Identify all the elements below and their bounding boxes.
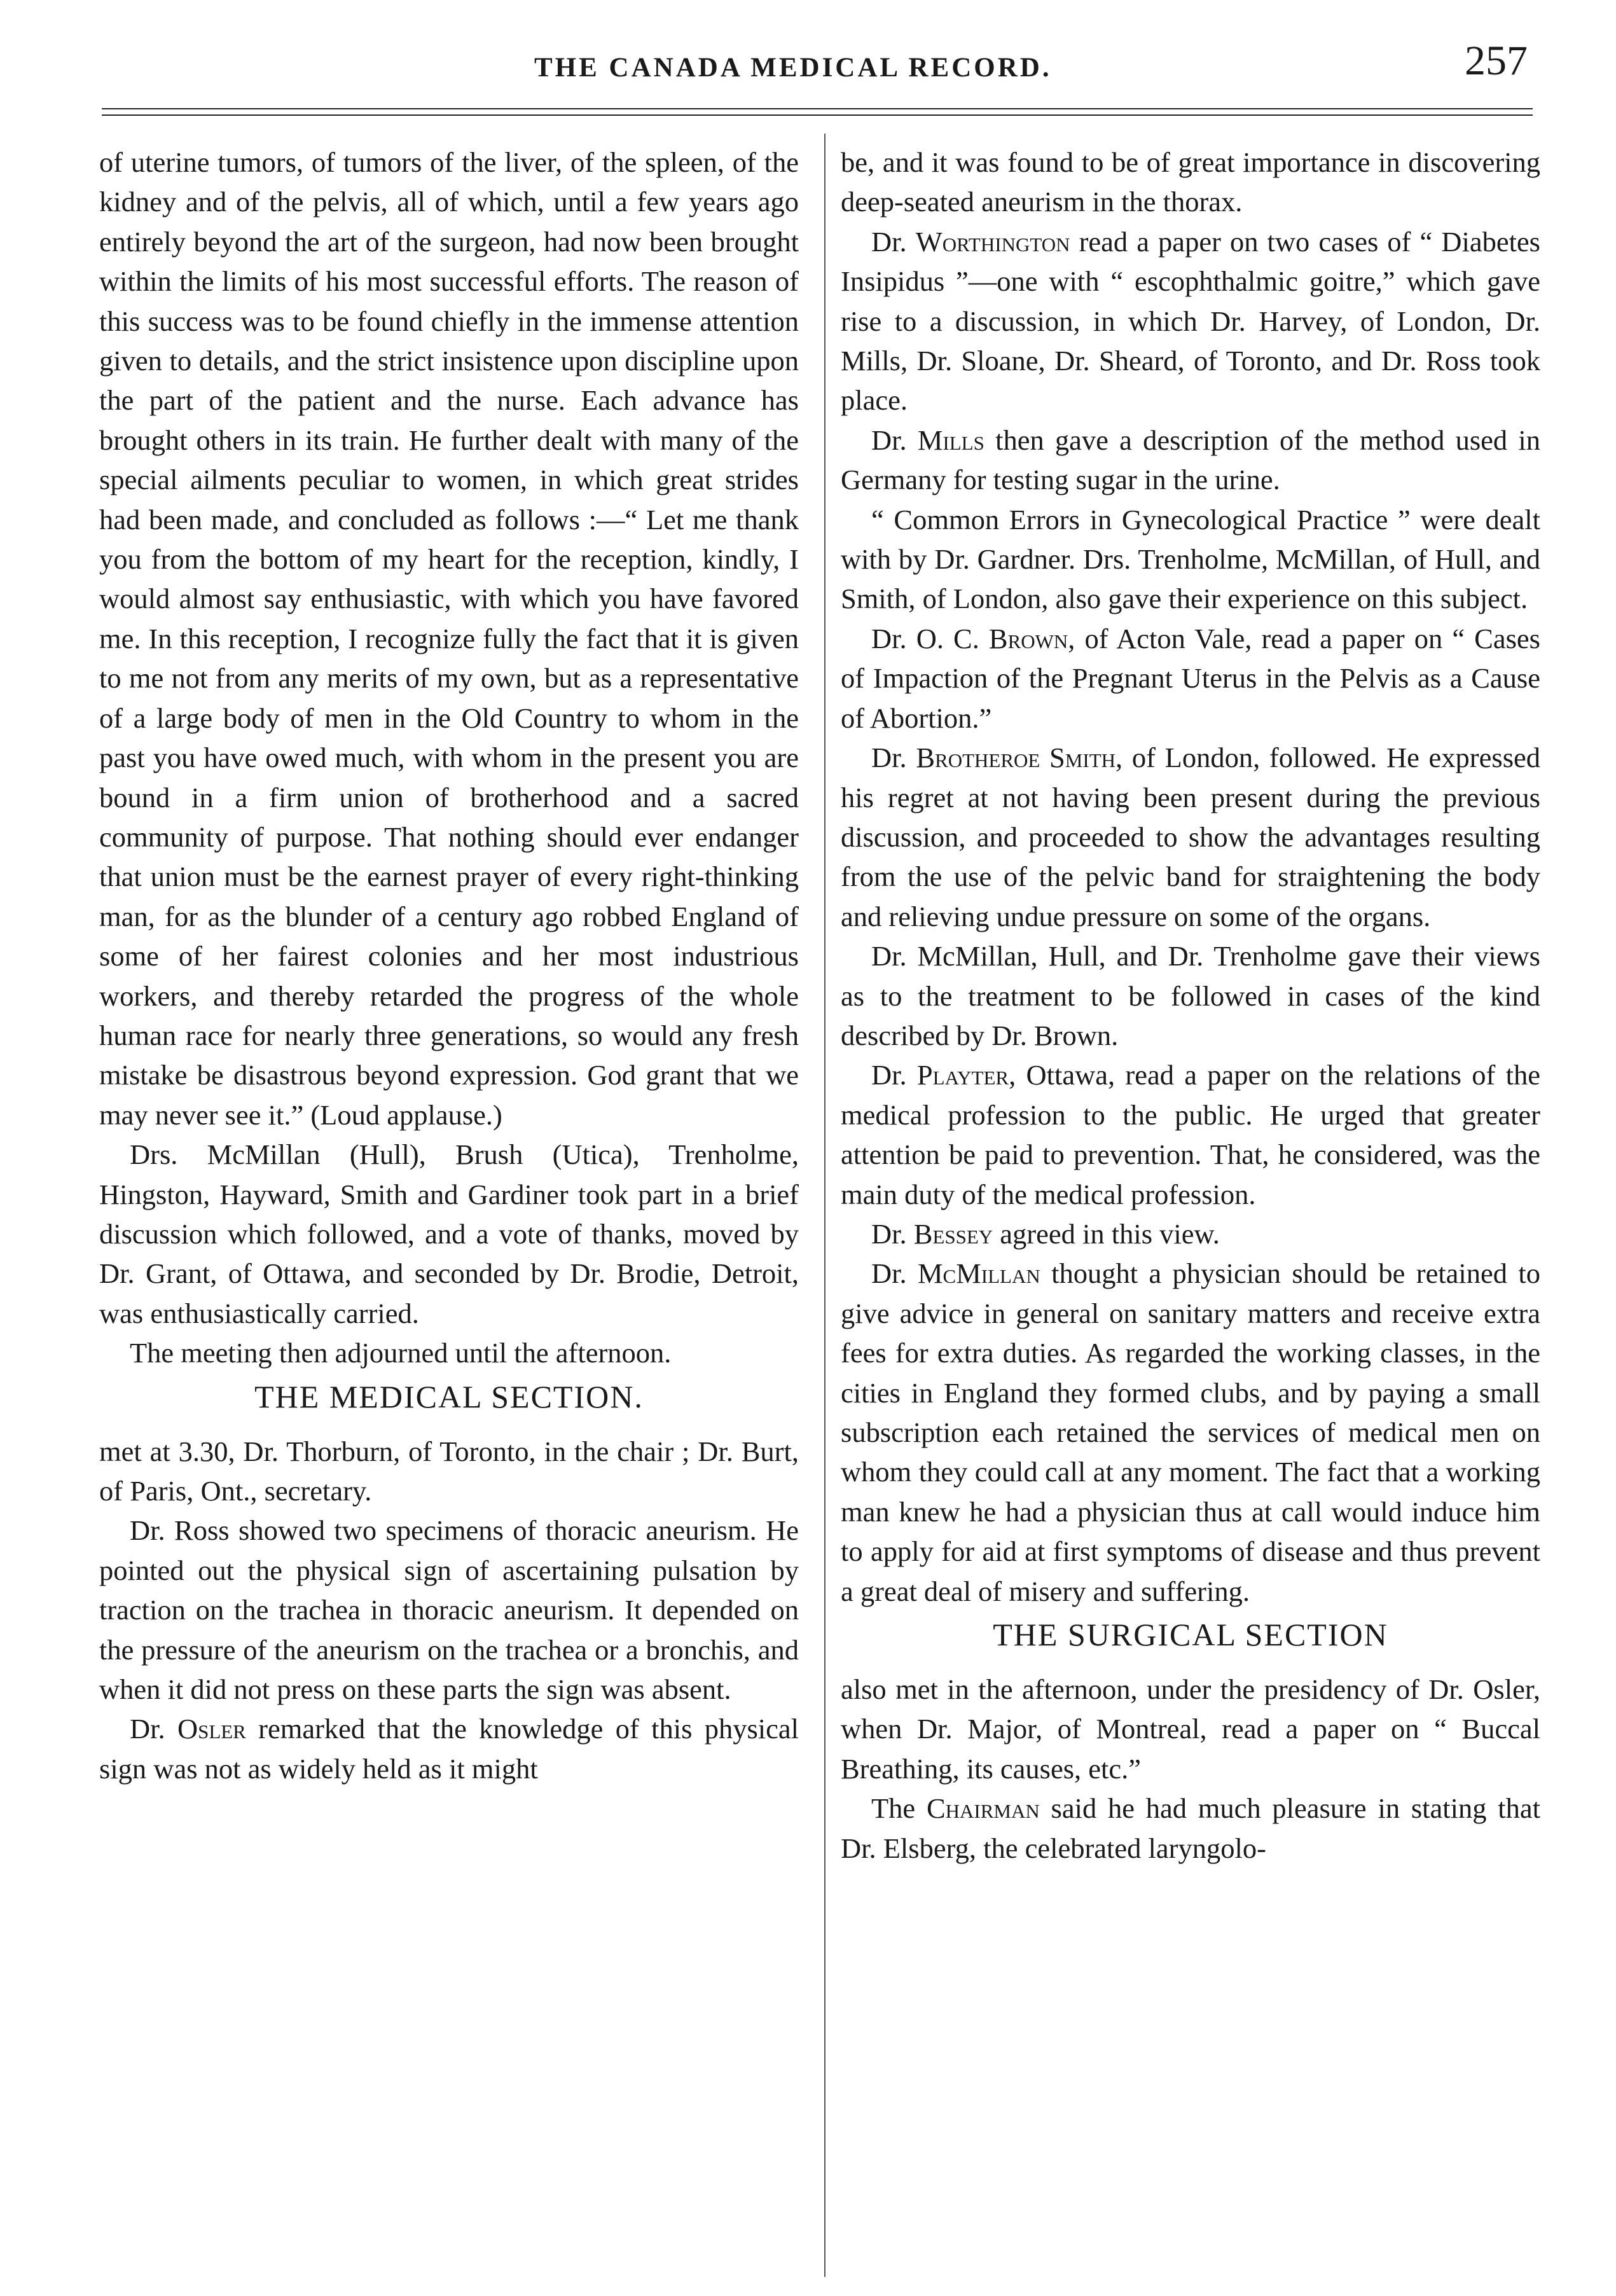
paragraph-text: , of Acton Vale, read a paper on “ Cases of Impaction of the Pregnant Uterus in the Pelvis as a Cause of Abortion.” bbox=[841, 622, 1540, 734]
paragraph: met at 3.30, Dr. Thorburn, of Toronto, in the chair ; Dr. Burt, of Paris, Ont., secretary. bbox=[99, 1435, 799, 1507]
header-rule-top bbox=[102, 108, 1533, 109]
paragraph: The meeting then adjourned until the afternoon. bbox=[130, 1337, 672, 1369]
paragraph bbox=[841, 1254, 1540, 1611]
person-name: Bessey bbox=[913, 1217, 993, 1250]
paragraph-text: , of London, followed. He expressed his regret at not having been present during the previous discussion, and proceeded to show the advantages resulting from the use of the pelvic band for straightening the body and relieving undue pressure on some of the organs. bbox=[841, 742, 1540, 932]
paragraph bbox=[841, 1788, 1540, 1868]
paragraph bbox=[99, 1709, 799, 1788]
paragraph: of uterine tumors, of tumors of the liver, of the spleen, of the kidney and of the pelvis, all of which, until a few years ago entirely beyond the art of the surgeon, had now been brought within the limits of his most successful efforts. The reason of this success was to be found chiefly in the immense attention given to details, and the strict insistence upon discipline upon the part of the patient and the nurse. Each advance has brought others in its train. He further dealt with many of the special ailments peculiar to women, in which great strides had been made, and concluded as follows :—“ Let me thank you from the bottom of my heart for the reception, kindly, I would almost say enthusiastic, with which you have favored me. In this reception, I recognize fully the fact that it is given to me not from any merits of my own, but as a representative of a large body of men in the Old Country to whom in the past you have owed much, with whom in the present you are bound in a firm union of brotherhood and a sacred community of purpose. That nothing should ever endanger that union must be the earnest prayer of every right-thinking man, for as the blunder of a century ago robbed England of some of her fairest colonies and her most industrious workers, and thereby retarded the progress of the whole human race for nearly three generations, so would any fresh mistake be disastrous beyond expression. God grant that we may never see it.” (Loud applause.) bbox=[99, 146, 799, 1131]
paragraph bbox=[841, 1055, 1540, 1214]
paragraph-lead: Dr. O. C. bbox=[871, 622, 989, 654]
header-rule-bottom bbox=[102, 114, 1533, 116]
section-heading-medical: THE MEDICAL SECTION. bbox=[254, 1378, 644, 1414]
right-column bbox=[841, 142, 1540, 2279]
paragraph-lead: Dr. bbox=[871, 742, 916, 774]
section-heading-surgical: THE SURGICAL SECTION bbox=[993, 1617, 1388, 1653]
paragraph-lead: Dr. bbox=[871, 225, 916, 258]
paragraph bbox=[841, 420, 1540, 500]
paragraph: Dr. Ross showed two specimens of thoracic aneurism. He pointed out the physical sign of ascertaining pulsation by traction on the trachea in thoracic aneurism. It depended on the pressure of the aneurism on the trachea or a bronchis, and when it did not press on these parts the sign was absent. bbox=[99, 1514, 799, 1706]
paragraph-text: read a paper on two cases of “ Diabetes Insipidus ”—one with “ escophthalmic goitre,” which gave rise to a discussion, in which Dr. Harvey, of London, Dr. Mills, Dr. Sloane, Dr. Sheard, of Toronto, and Dr. Ross took place. bbox=[841, 225, 1540, 417]
paragraph bbox=[841, 222, 1540, 420]
paragraph-lead: Dr. bbox=[871, 1059, 917, 1091]
person-name: Brown bbox=[988, 622, 1068, 654]
page-number: 257 bbox=[1465, 38, 1528, 84]
running-title: THE CANADA MEDICAL RECORD. bbox=[534, 53, 1052, 83]
person-name: Playter bbox=[916, 1059, 1009, 1091]
paragraph-lead: Dr. bbox=[871, 1217, 914, 1250]
paragraph: “ Common Errors in Gynecological Practice ” were dealt with by Dr. Gardner. Drs. Trenholme, McMillan, of Hull, and Smith, of London, also gave their experience on this subject. bbox=[841, 503, 1540, 615]
paragraph-text: , Ottawa, read a paper on the relations of the medical profession to the public. He urged that greater attention be paid to prevention. That, he considered, was the main duty of the medical profession. bbox=[841, 1059, 1540, 1210]
person-name: Osler bbox=[177, 1713, 246, 1745]
person-name: Worthington bbox=[915, 225, 1070, 258]
paragraph bbox=[841, 738, 1540, 936]
paragraph bbox=[841, 1214, 1540, 1254]
paragraph-lead: The bbox=[871, 1792, 927, 1825]
person-name: Chairman bbox=[926, 1792, 1040, 1825]
paragraph: Drs. McMillan (Hull), Brush (Utica), Trenholme, Hingston, Hayward, Smith and Gardiner took part in a brief discussion which followed, and a vote of thanks, moved by Dr. Grant, of Ottawa, and seconded by Dr. Brodie, Detroit, was enthusiastically carried. bbox=[99, 1138, 799, 1329]
person-name: Brotheroe Smith bbox=[916, 742, 1116, 774]
paragraph: be, and it was found to be of great importance in discovering deep-seated aneurism in the thorax. bbox=[841, 146, 1540, 218]
paragraph-lead: Dr. bbox=[130, 1713, 177, 1745]
left-column bbox=[99, 142, 799, 2279]
paragraph: also met in the afternoon, under the presidency of Dr. Osler, when Dr. Major, of Montreal, read a paper on “ Buccal Breathing, its causes, etc.” bbox=[841, 1673, 1540, 1785]
paragraph bbox=[841, 619, 1540, 738]
column-divider bbox=[824, 134, 825, 2277]
paragraph-lead: Dr. bbox=[871, 424, 918, 456]
paragraph-text: agreed in this view. bbox=[993, 1217, 1220, 1250]
page-header bbox=[0, 33, 1616, 97]
person-name: McMillan bbox=[917, 1257, 1040, 1290]
paragraph-text: thought a physician should be retained to give advice in general on sanitary matters and receive extra fees for extra duties. As regarded the working classes, in the cities in England they formed clubs, and by paying a small subscription each retained the services of medical men on whom they could call at any moment. The fact that a working man knew he had a physician thus at call would induce him to apply for aid at first symptoms of disease and thus prevent a great deal of misery and suffering. bbox=[841, 1257, 1540, 1607]
paragraph: Dr. McMillan, Hull, and Dr. Trenholme gave their views as to the treatment to be followed in cases of the kind described by Dr. Brown. bbox=[841, 940, 1540, 1051]
paragraph-text: remarked that the knowledge of this physical sign was not as widely held as it might bbox=[99, 1713, 799, 1785]
person-name: Mills bbox=[917, 424, 984, 456]
paragraph-lead: Dr. bbox=[871, 1257, 918, 1290]
paragraph-text: then gave a description of the method used in Germany for testing sugar in the urine. bbox=[841, 424, 1540, 496]
paragraph-text: said he had much pleasure in stating that Dr. Elsberg, the celebrated laryngolo- bbox=[841, 1792, 1540, 1864]
